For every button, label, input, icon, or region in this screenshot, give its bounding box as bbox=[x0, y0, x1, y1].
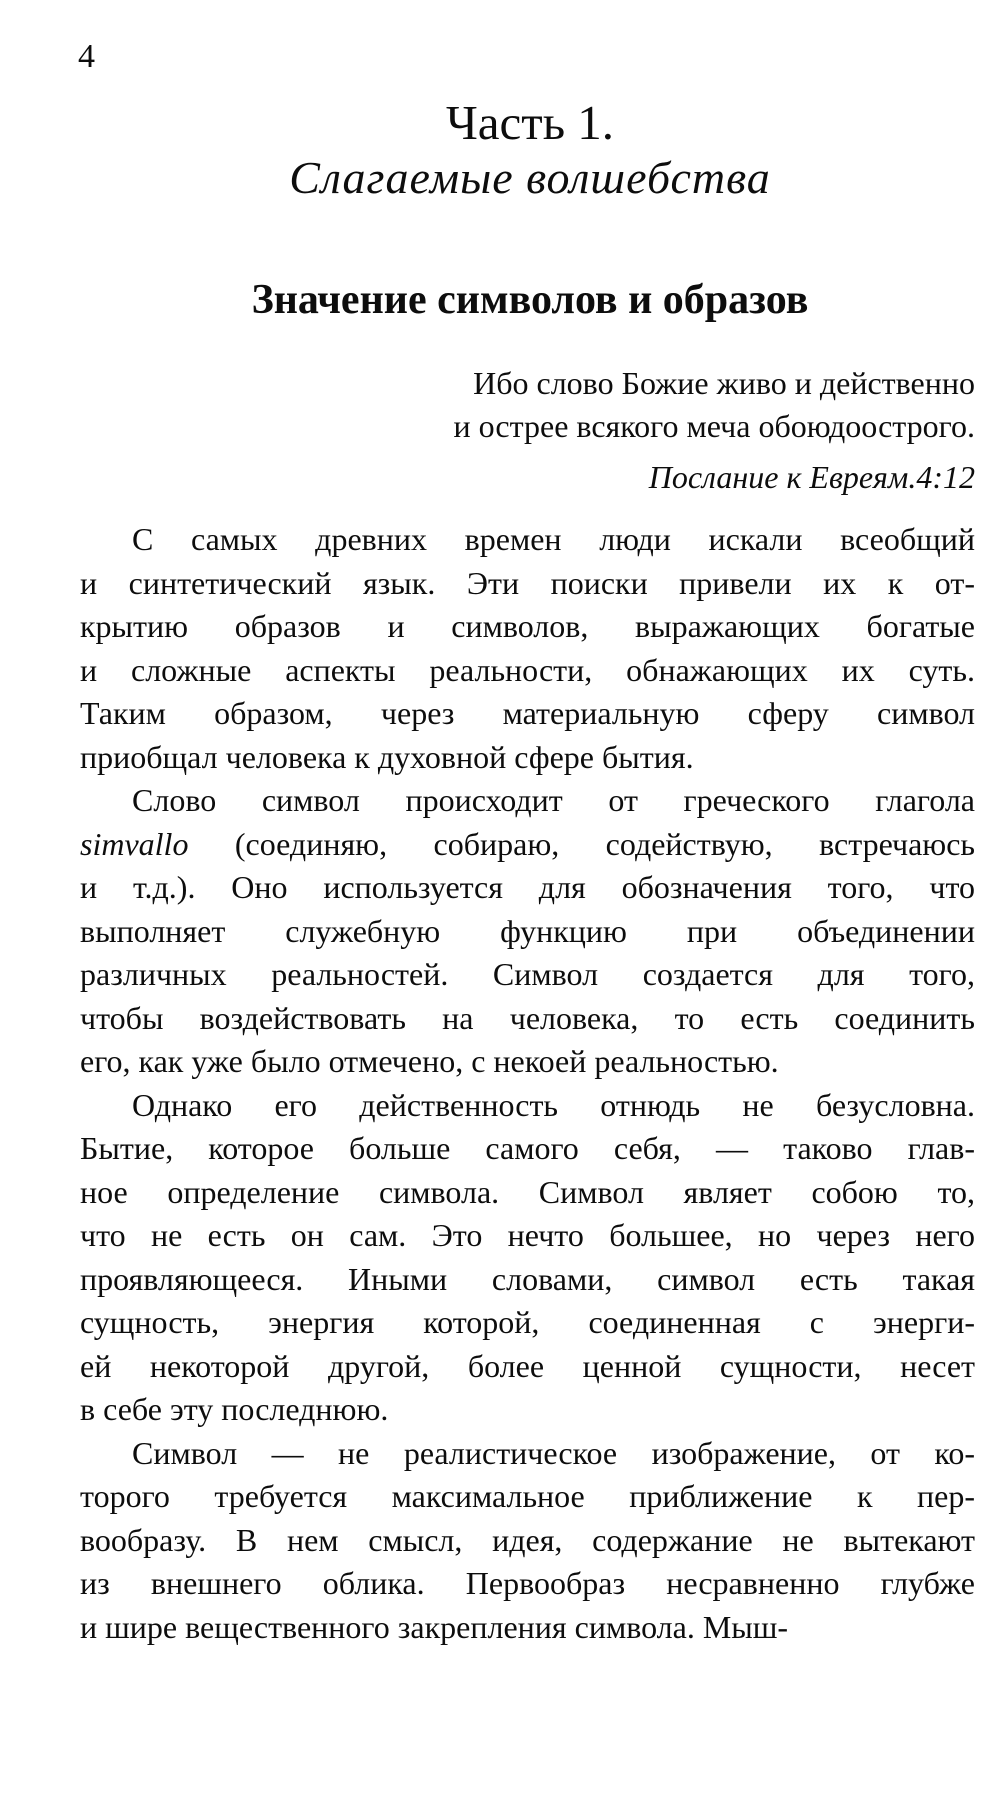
text-line: торого требуется максимальное приближение к пер- bbox=[80, 1478, 975, 1514]
body-text bbox=[80, 518, 975, 1649]
epigraph-line: и острее всякого меча обоюдоострого. bbox=[453, 408, 975, 444]
text-line: Слово символ происходит от греческого глагола bbox=[132, 782, 975, 818]
text-line: в себе эту последнюю. bbox=[80, 1391, 389, 1427]
paragraph bbox=[80, 1432, 975, 1650]
text-line: и шире вещественного закрепления символа. Мыш- bbox=[80, 1608, 789, 1645]
text-line: Однако его действенность отнюдь не безусловна. bbox=[132, 1086, 975, 1123]
text-line: вообразу. В нем смысл, идея, содержание не вытекают bbox=[80, 1521, 975, 1558]
text-line: приобщал человека к духовной сфере бытия. bbox=[80, 738, 694, 775]
part-title: Часть 1. bbox=[445, 95, 615, 150]
part-subtitle: Слагаемые волшебства bbox=[289, 152, 771, 203]
text-line: С самых древних времен люди искали всеобщий bbox=[132, 521, 975, 557]
text-line: чтобы воздействовать на человека, то есть соединить bbox=[80, 999, 975, 1036]
text-line: Символ — не реалистическое изображение, от ко- bbox=[132, 1434, 975, 1471]
text-line: из внешнего облика. Первообраз несравненно глубже bbox=[80, 1565, 975, 1601]
epigraph-source: Послание к Евреям.4:12 bbox=[648, 459, 975, 495]
page-number: 4 bbox=[78, 38, 95, 75]
text-line: Таким образом, через материальную сферу символ bbox=[80, 695, 975, 731]
text-line: проявляющееся. Иными словами, символ есть такая bbox=[80, 1260, 975, 1297]
epigraph bbox=[454, 362, 976, 448]
text-line: выполняет служебную функцию при объединении bbox=[80, 912, 975, 949]
epigraph-line: Ибо слово Божие живо и действенно bbox=[473, 365, 975, 401]
text-line: simvallo (соединяю, собираю, содействую, встречаюсь bbox=[80, 825, 975, 862]
text-line: ей некоторой другой, более ценной сущности, несет bbox=[80, 1347, 975, 1384]
text-line: Бытие, которое больше самого себя, — таково глав- bbox=[80, 1130, 975, 1166]
text-line: что не есть он сам. Это нечто большее, но через него bbox=[80, 1217, 975, 1253]
text-line: и т.д.). Оно используется для обозначения того, что bbox=[80, 869, 975, 905]
paragraph bbox=[80, 518, 975, 779]
text-line: ное определение символа. Символ являет собою то, bbox=[80, 1173, 975, 1210]
latin-term: simvallo bbox=[80, 825, 189, 862]
text-line: различных реальностей. Символ создается для того, bbox=[80, 956, 975, 992]
paragraph bbox=[80, 1084, 975, 1432]
section-heading: Значение символов и образов bbox=[251, 277, 809, 323]
text-line: крытию образов и символов, выражающих богатые bbox=[80, 608, 975, 644]
paragraph bbox=[80, 779, 975, 1084]
text-line: его, как уже было отмечено, с некоей реальностью. bbox=[80, 1043, 779, 1079]
text-line: и сложные аспекты реальности, обнажающих их суть. bbox=[80, 651, 975, 688]
text-line: сущность, энергия которой, соединенная с энерги- bbox=[80, 1304, 975, 1340]
text-line: и синтетический язык. Эти поиски привели их к от- bbox=[80, 564, 975, 601]
